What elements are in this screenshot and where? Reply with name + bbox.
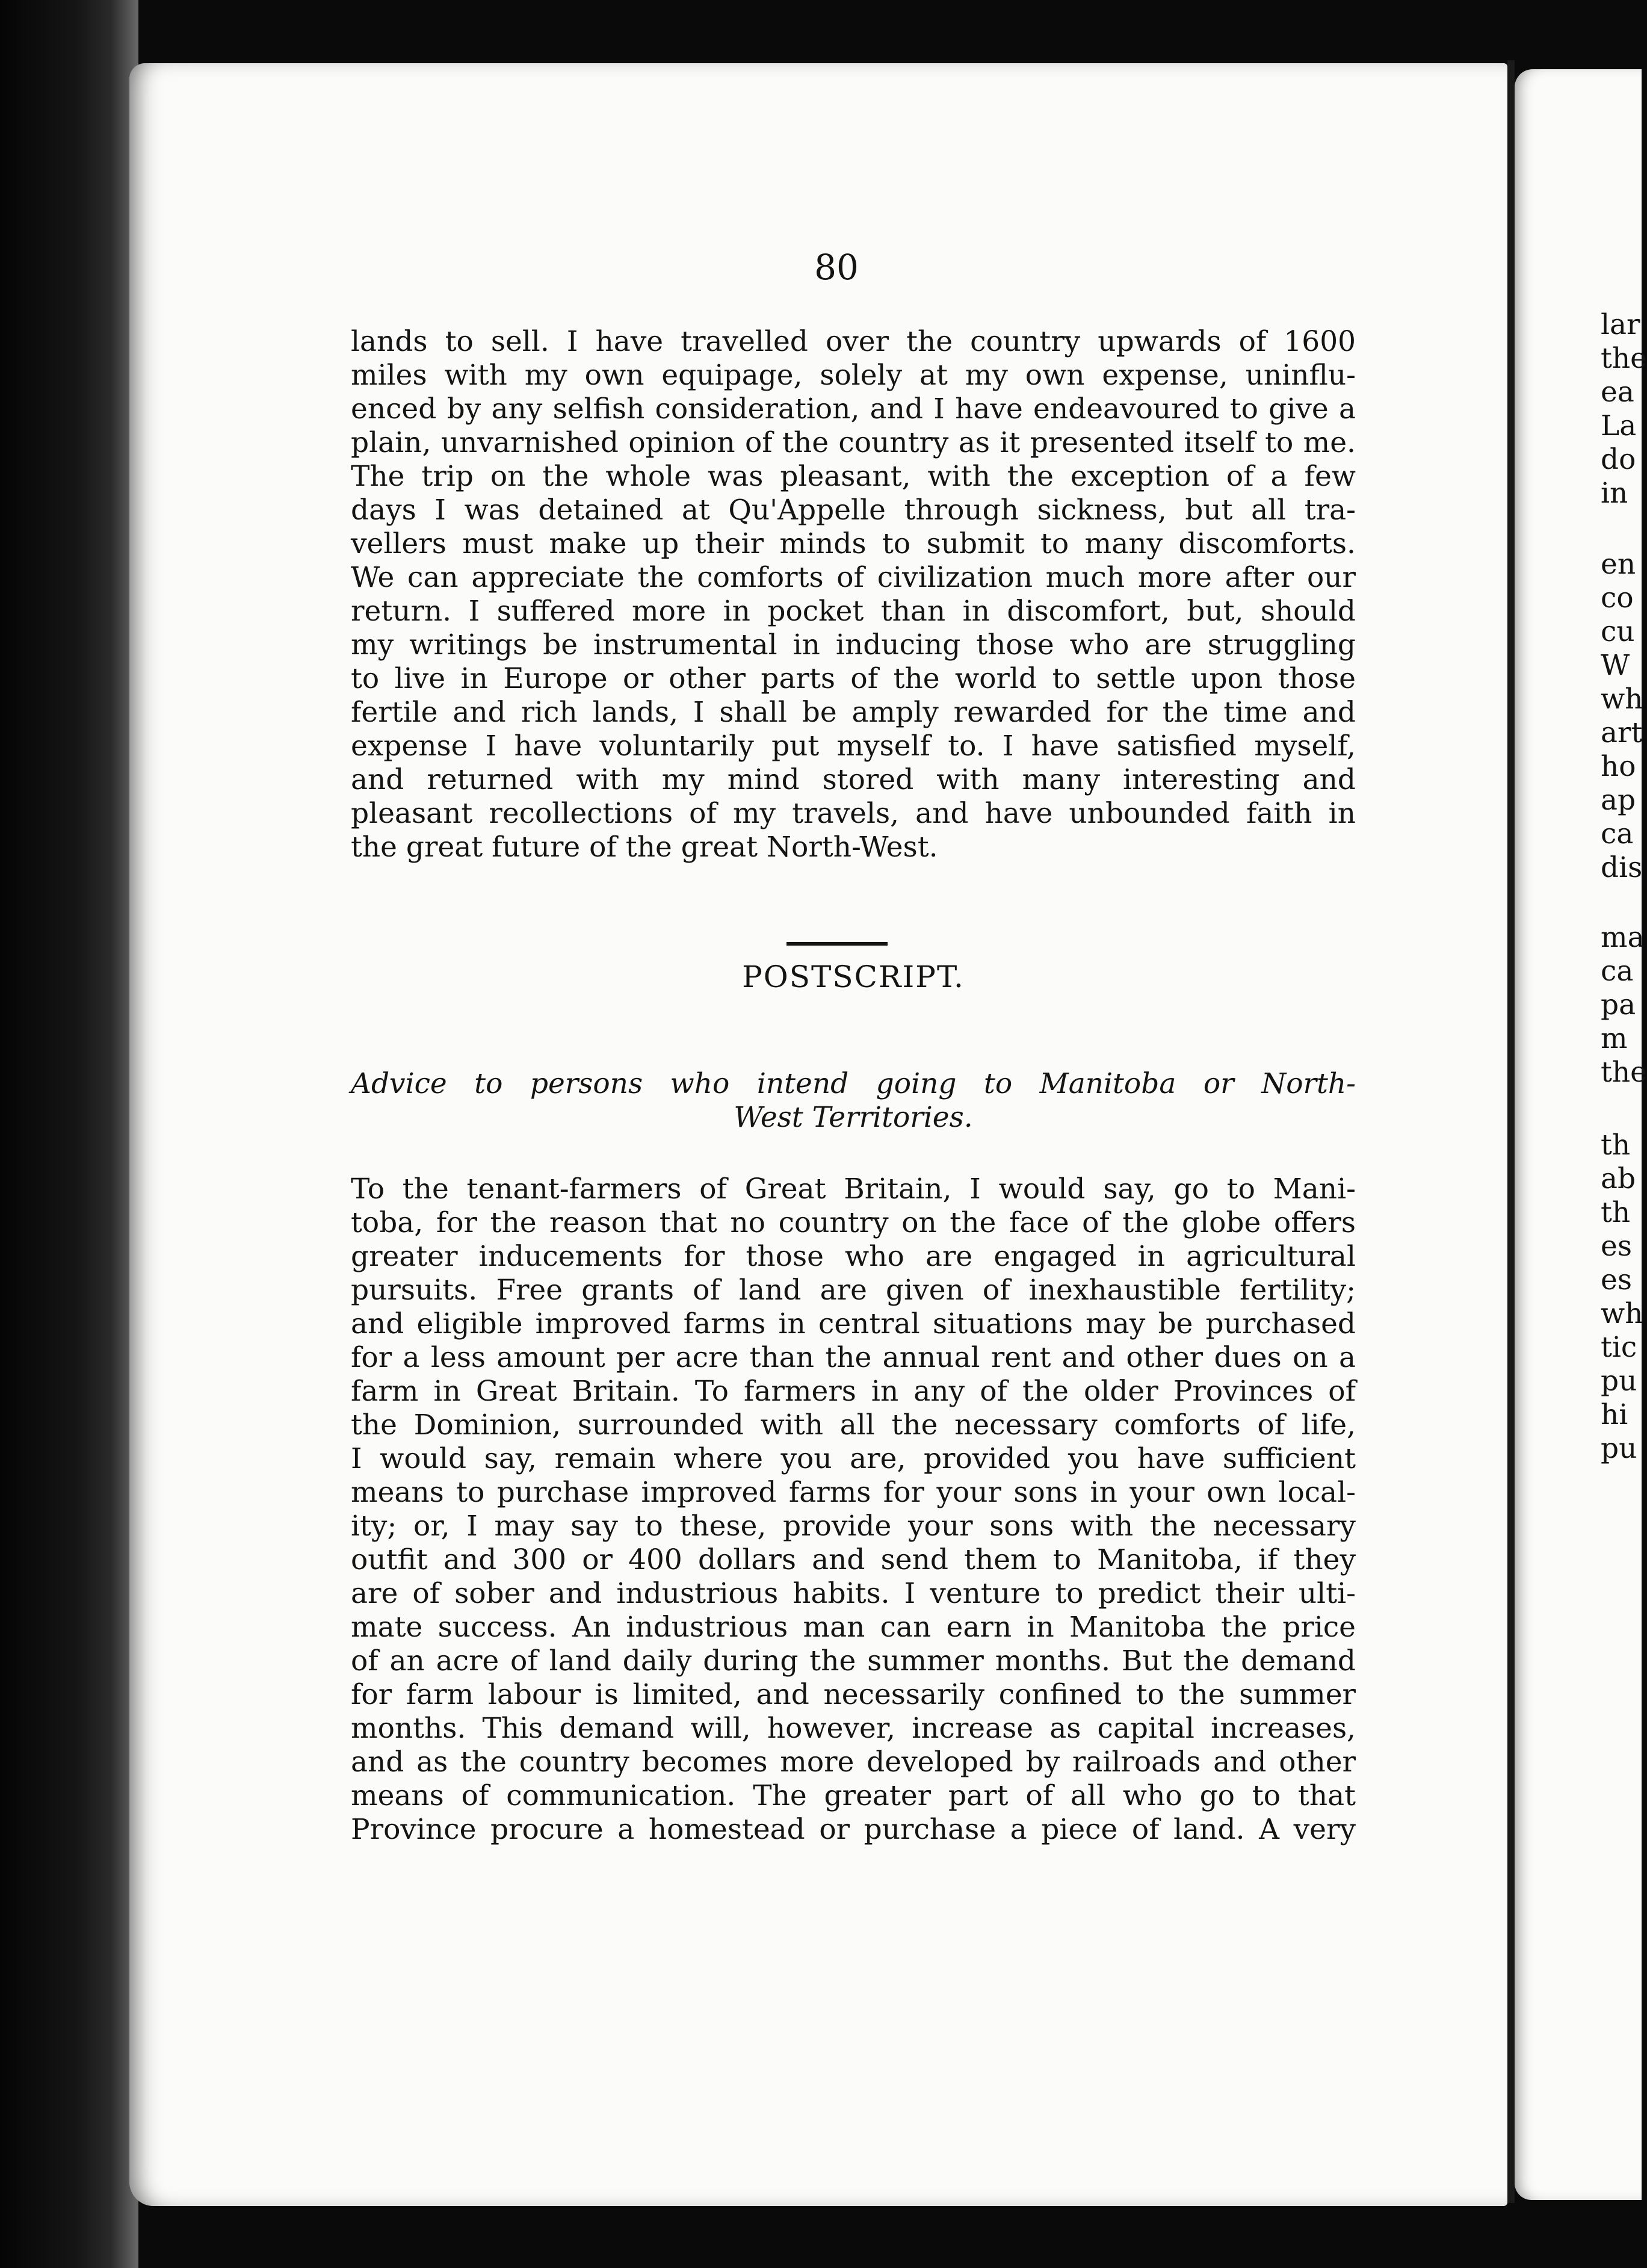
subtitle-line: West Territories. [734, 1101, 973, 1134]
fragment-line: the [1601, 1056, 1647, 1089]
postscript-paragraph [351, 1173, 1356, 1847]
text-line: toba, for the reason that no country on the face of the globe offers [351, 1206, 1356, 1239]
fragment-line: ma [1601, 921, 1645, 954]
text-line: lands to sell. I have travelled over the country upwards of 1600 [351, 325, 1356, 358]
text-line: outfit and 300 or 400 dollars and send them to Manitoba, if they [351, 1543, 1356, 1576]
fragment-line: th [1601, 1129, 1631, 1162]
facing-page-fragments-1 [1601, 308, 1647, 510]
fragment-line: co [1601, 581, 1634, 615]
text-line: the Dominion, surrounded with all the necessary comforts of life, [351, 1408, 1356, 1442]
fragment-line: wh [1601, 1297, 1643, 1330]
text-line: The trip on the whole was pleasant, with the exception of a few [351, 460, 1356, 493]
fragment-line: ab [1601, 1162, 1636, 1195]
fragment-line: ca [1601, 817, 1634, 850]
postscript-subtitle [351, 1067, 1356, 1135]
facing-page-fragments-4 [1601, 1129, 1642, 1466]
fragment-line: wh [1601, 683, 1643, 716]
text-line: days I was detained at Qu'Appelle through sickness, but all tra- [351, 494, 1356, 527]
text-line: Province procure a homestead or purchase a piece of land. A very [351, 1813, 1356, 1846]
text-line: I would say, remain where you are, provided you have sufficient [351, 1442, 1356, 1475]
fragment-line: La [1601, 409, 1637, 442]
fragment-line: art [1601, 716, 1643, 749]
text-line: pursuits. Free grants of land are given of inexhaustible fertility; [351, 1274, 1356, 1307]
book-gutter [1507, 60, 1515, 2203]
fragment-line: do [1601, 443, 1636, 476]
fragment-line: es [1601, 1263, 1632, 1297]
fragment-line: W [1601, 649, 1630, 682]
facing-page-fragments-3 [1601, 921, 1647, 1089]
fragment-line: pu [1601, 1432, 1637, 1465]
fragment-line: pu [1601, 1365, 1637, 1398]
text-line: enced by any selfish consideration, and I have endeavoured to give a [351, 392, 1356, 426]
fragment-line: pa [1601, 988, 1636, 1021]
text-line: my writings be instrumental in inducing those who are struggling [351, 628, 1356, 662]
text-line: of an acre of land daily during the summer months. But the demand [351, 1644, 1356, 1678]
fragment-line: the [1601, 342, 1647, 375]
text-line: are of sober and industrious habits. I venture to predict their ulti- [351, 1577, 1356, 1610]
text-line: We can appreciate the comforts of civilization much more after our [351, 561, 1356, 594]
text-line: plain, unvarnished opinion of the country as it presented itself to me. [351, 426, 1356, 459]
fragment-line: es [1601, 1230, 1632, 1263]
text-line: for farm labour is limited, and necessarily confined to the summer [351, 1678, 1356, 1711]
text-line: expense I have voluntarily put myself to. I have satisfied myself, [351, 730, 1356, 763]
fragment-line: hi [1601, 1398, 1628, 1431]
subtitle-line: Advice to persons who intend going to Manitoba or North- [351, 1067, 1356, 1100]
text-line: pleasant recollections of my travels, and have unbounded faith in [351, 797, 1356, 830]
fragment-line: dis [1601, 851, 1643, 884]
text-line: means of communication. The greater part of all who go to that [351, 1779, 1356, 1812]
fragment-line: m [1601, 1022, 1628, 1055]
section-divider [786, 942, 888, 946]
fragment-line: in [1601, 477, 1628, 510]
text-line: fertile and rich lands, I shall be amply rewarded for the time and [351, 696, 1356, 729]
fragment-line: ho [1601, 750, 1636, 783]
page-number: 80 [814, 247, 859, 288]
fragment-line: tic [1601, 1331, 1637, 1364]
fragment-line: ap [1601, 784, 1636, 817]
text-line: months. This demand will, however, increase as capital increases, [351, 1712, 1356, 1745]
text-line: farm in Great Britain. To farmers in any of the older Provinces of [351, 1375, 1356, 1408]
text-line: To the tenant-farmers of Great Britain, I would say, go to Mani- [351, 1173, 1356, 1206]
fragment-line: th [1601, 1196, 1631, 1229]
text-line: mate success. An industrious man can earn in Manitoba the price [351, 1611, 1356, 1644]
facing-page-fragments-2 [1601, 548, 1642, 885]
closing-paragraph [351, 325, 1356, 864]
text-line: and eligible improved farms in central situations may be purchased [351, 1307, 1356, 1340]
fragment-line: cu [1601, 615, 1635, 648]
text-line: ity; or, I may say to these, provide your sons with the necessary [351, 1510, 1356, 1543]
fragment-line: lar [1601, 308, 1640, 341]
text-line: the great future of the great North-West. [351, 831, 938, 864]
text-line: for a less amount per acre than the annual rent and other dues on a [351, 1341, 1356, 1374]
text-line: to live in Europe or other parts of the world to settle upon those [351, 662, 1356, 695]
text-line: and returned with my mind stored with many interesting and [351, 763, 1356, 796]
text-line: miles with my own equipage, solely at my own expense, uninflu- [351, 359, 1356, 392]
fragment-line: en [1601, 548, 1636, 581]
text-line: return. I suffered more in pocket than in discomfort, but, should [351, 595, 1356, 628]
text-line: and as the country becomes more developed by railroads and other [351, 1746, 1356, 1779]
fragment-line: ca [1601, 955, 1634, 988]
text-line: vellers must make up their minds to submit to many discomforts. [351, 527, 1356, 560]
text-line: greater inducements for those who are engaged in agricultural [351, 1240, 1356, 1273]
postscript-heading: POSTSCRIPT. [742, 959, 965, 994]
fragment-line: ea [1601, 376, 1634, 409]
scan-border-left [0, 0, 138, 2268]
text-line: means to purchase improved farms for your sons in your own local- [351, 1476, 1356, 1509]
